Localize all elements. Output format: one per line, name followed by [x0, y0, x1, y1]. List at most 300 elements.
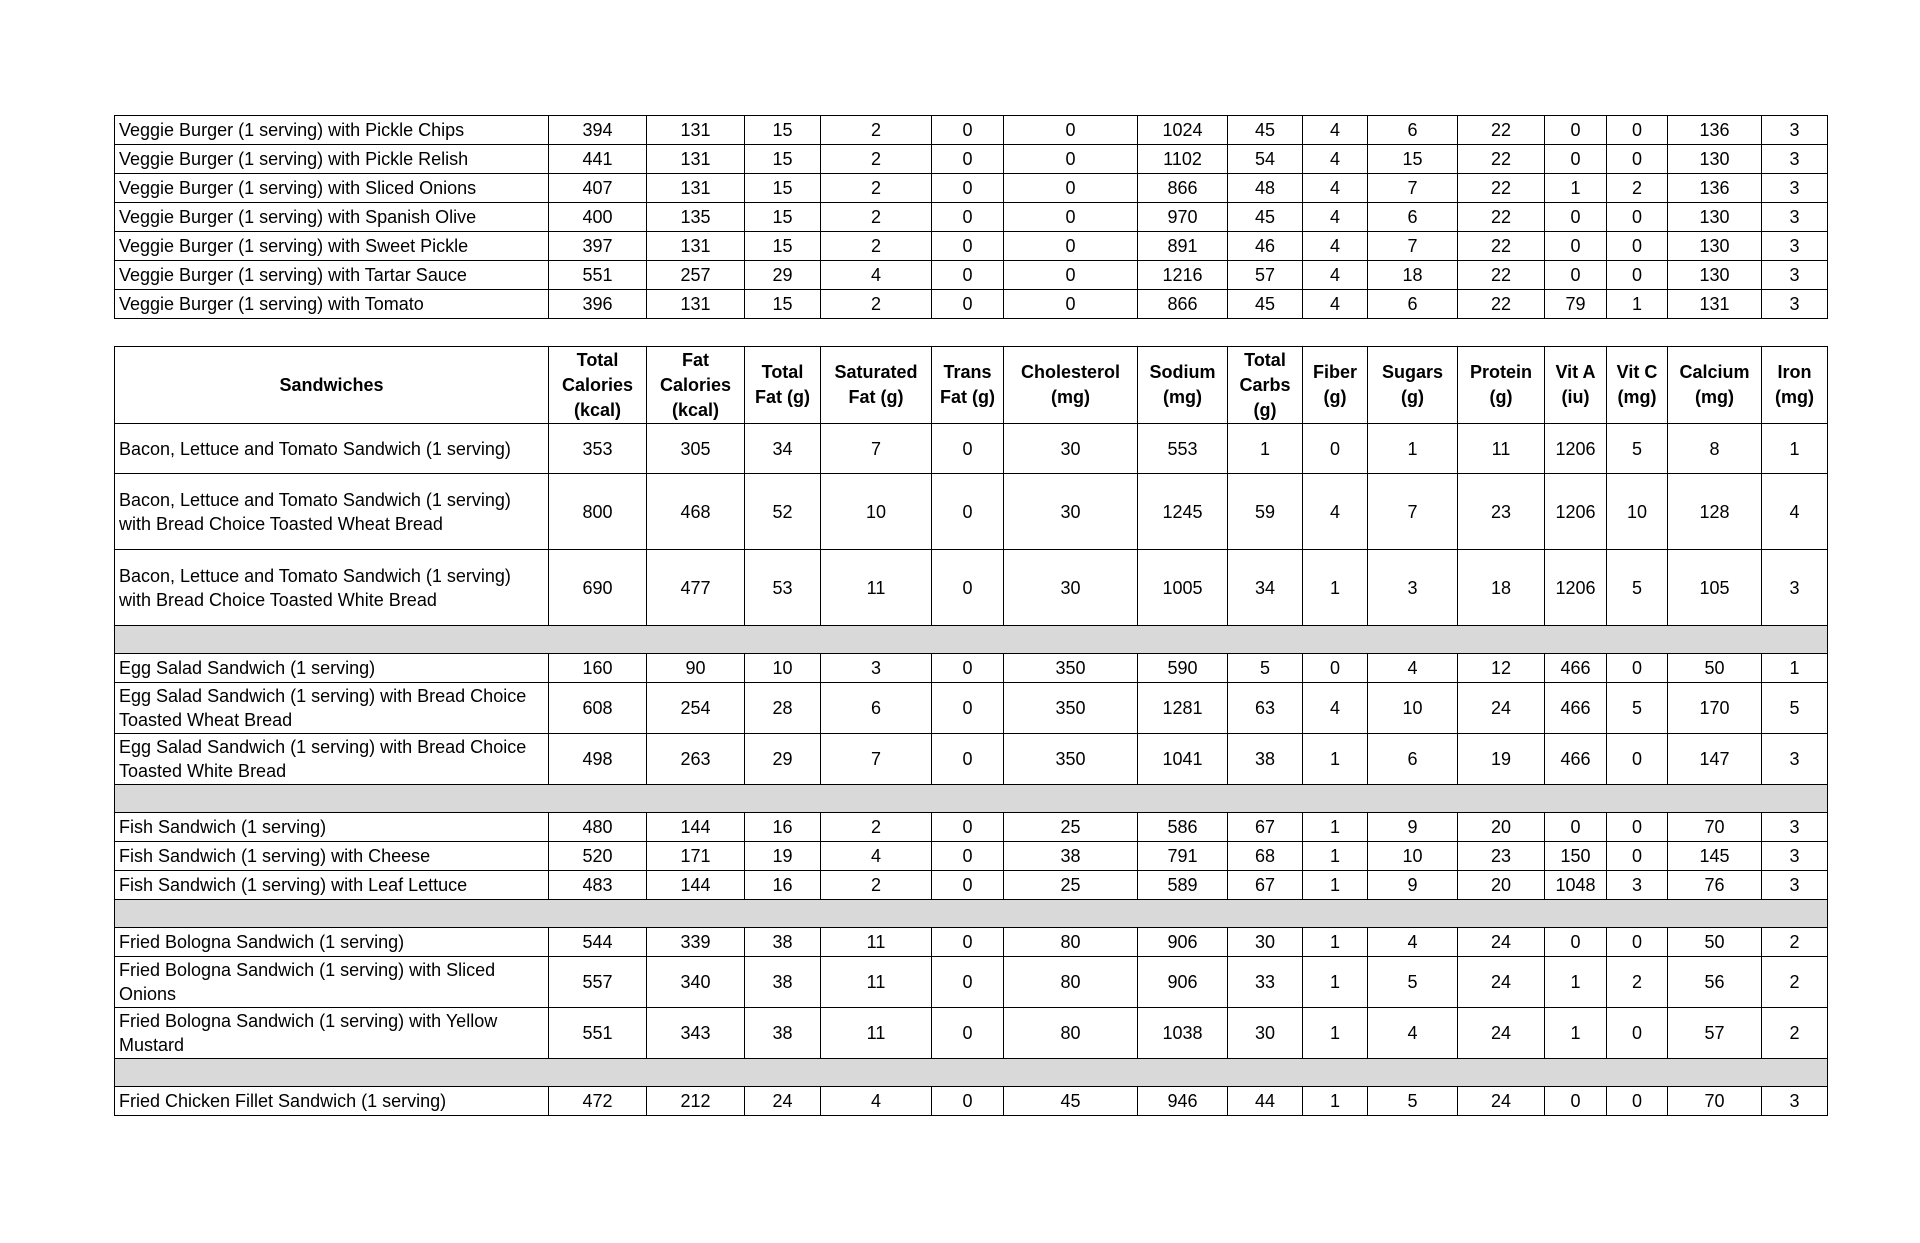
item-name-cell: Egg Salad Sandwich (1 serving)	[115, 654, 549, 683]
value-cell: 2	[1607, 174, 1668, 203]
value-cell: 1216	[1138, 261, 1228, 290]
value-cell: 10	[745, 654, 821, 683]
value-cell: 48	[1228, 174, 1303, 203]
value-cell: 3	[1762, 261, 1828, 290]
value-cell: 22	[1458, 174, 1545, 203]
value-cell: 0	[1545, 145, 1607, 174]
value-cell: 3	[1762, 232, 1828, 261]
value-cell: 22	[1458, 290, 1545, 319]
value-cell: 1038	[1138, 1008, 1228, 1059]
value-cell: 22	[1458, 203, 1545, 232]
value-cell: 466	[1545, 683, 1607, 734]
value-cell: 15	[745, 203, 821, 232]
value-cell: 906	[1138, 957, 1228, 1008]
value-cell: 906	[1138, 928, 1228, 957]
value-cell: 1102	[1138, 145, 1228, 174]
value-cell: 466	[1545, 734, 1607, 785]
value-cell: 29	[745, 734, 821, 785]
column-header: Protein (g)	[1458, 347, 1545, 424]
value-cell: 0	[932, 424, 1004, 474]
value-cell: 19	[1458, 734, 1545, 785]
value-cell: 6	[1368, 734, 1458, 785]
value-cell: 0	[1545, 813, 1607, 842]
value-cell: 1005	[1138, 550, 1228, 626]
value-cell: 0	[932, 290, 1004, 319]
value-cell: 4	[1303, 203, 1368, 232]
value-cell: 254	[647, 683, 745, 734]
column-header: Total Carbs (g)	[1228, 347, 1303, 424]
item-name-cell: Veggie Burger (1 serving) with Sliced Onions	[115, 174, 549, 203]
value-cell: 0	[932, 842, 1004, 871]
value-cell: 38	[1004, 842, 1138, 871]
value-cell: 4	[1303, 232, 1368, 261]
item-name-cell: Fried Chicken Fillet Sandwich (1 serving)	[115, 1087, 549, 1116]
value-cell: 59	[1228, 474, 1303, 550]
value-cell: 5	[1368, 957, 1458, 1008]
value-cell: 0	[1607, 1008, 1668, 1059]
value-cell: 791	[1138, 842, 1228, 871]
value-cell: 2	[821, 116, 932, 145]
value-cell: 1	[1303, 871, 1368, 900]
value-cell: 54	[1228, 145, 1303, 174]
value-cell: 171	[647, 842, 745, 871]
value-cell: 2	[1607, 957, 1668, 1008]
value-cell: 38	[745, 957, 821, 1008]
value-cell: 0	[932, 734, 1004, 785]
value-cell: 45	[1004, 1087, 1138, 1116]
item-name-cell: Egg Salad Sandwich (1 serving) with Bread Choice Toasted Wheat Bread	[115, 683, 549, 734]
value-cell: 353	[549, 424, 647, 474]
value-cell: 3	[1762, 734, 1828, 785]
value-cell: 4	[1303, 290, 1368, 319]
value-cell: 350	[1004, 734, 1138, 785]
value-cell: 1	[1607, 290, 1668, 319]
value-cell: 589	[1138, 871, 1228, 900]
group-separator-row	[115, 626, 1828, 654]
value-cell: 70	[1668, 1087, 1762, 1116]
value-cell: 4	[1303, 145, 1368, 174]
value-cell: 24	[1458, 1008, 1545, 1059]
value-cell: 56	[1668, 957, 1762, 1008]
value-cell: 25	[1004, 871, 1138, 900]
value-cell: 15	[745, 290, 821, 319]
value-cell: 28	[745, 683, 821, 734]
value-cell: 10	[821, 474, 932, 550]
value-cell: 394	[549, 116, 647, 145]
value-cell: 5	[1607, 550, 1668, 626]
value-cell: 30	[1004, 550, 1138, 626]
value-cell: 544	[549, 928, 647, 957]
value-cell: 25	[1004, 813, 1138, 842]
value-cell: 1	[1228, 424, 1303, 474]
value-cell: 15	[745, 232, 821, 261]
table-row	[115, 290, 1828, 319]
value-cell: 0	[932, 1087, 1004, 1116]
value-cell: 472	[549, 1087, 647, 1116]
value-cell: 0	[1004, 116, 1138, 145]
item-name-cell: Egg Salad Sandwich (1 serving) with Bread Choice Toasted White Bread	[115, 734, 549, 785]
value-cell: 4	[821, 261, 932, 290]
value-cell: 0	[1545, 116, 1607, 145]
value-cell: 144	[647, 871, 745, 900]
value-cell: 7	[1368, 232, 1458, 261]
item-name-cell: Veggie Burger (1 serving) with Spanish Olive	[115, 203, 549, 232]
table-row	[115, 232, 1828, 261]
value-cell: 22	[1458, 232, 1545, 261]
value-cell: 45	[1228, 203, 1303, 232]
value-cell: 553	[1138, 424, 1228, 474]
value-cell: 9	[1368, 813, 1458, 842]
column-header: Sodium (mg)	[1138, 347, 1228, 424]
column-header: Fiber (g)	[1303, 347, 1368, 424]
value-cell: 15	[745, 116, 821, 145]
value-cell: 0	[932, 116, 1004, 145]
value-cell: 3	[1762, 550, 1828, 626]
value-cell: 1	[1545, 957, 1607, 1008]
value-cell: 1	[1368, 424, 1458, 474]
value-cell: 1048	[1545, 871, 1607, 900]
value-cell: 11	[821, 928, 932, 957]
value-cell: 131	[647, 290, 745, 319]
value-cell: 5	[1607, 683, 1668, 734]
value-cell: 2	[821, 813, 932, 842]
value-cell: 24	[1458, 928, 1545, 957]
value-cell: 10	[1368, 683, 1458, 734]
value-cell: 11	[1458, 424, 1545, 474]
value-cell: 0	[1004, 203, 1138, 232]
column-header: Vit A (iu)	[1545, 347, 1607, 424]
value-cell: 147	[1668, 734, 1762, 785]
item-name-cell: Fish Sandwich (1 serving) with Leaf Lettuce	[115, 871, 549, 900]
value-cell: 105	[1668, 550, 1762, 626]
value-cell: 0	[1004, 261, 1138, 290]
value-cell: 128	[1668, 474, 1762, 550]
value-cell: 30	[1004, 424, 1138, 474]
table-row	[115, 474, 1828, 550]
value-cell: 7	[821, 424, 932, 474]
value-cell: 0	[1607, 203, 1668, 232]
value-cell: 690	[549, 550, 647, 626]
value-cell: 3	[1762, 174, 1828, 203]
table-row	[115, 1008, 1828, 1059]
table-row	[115, 174, 1828, 203]
value-cell: 586	[1138, 813, 1228, 842]
item-name-cell: Bacon, Lettuce and Tomato Sandwich (1 serving) with Bread Choice Toasted Wheat Bread	[115, 474, 549, 550]
sandwiches-table	[114, 346, 1828, 1116]
value-cell: 1	[1303, 957, 1368, 1008]
value-cell: 0	[1607, 261, 1668, 290]
value-cell: 305	[647, 424, 745, 474]
veggie-burger-table	[114, 115, 1828, 319]
table-row	[115, 842, 1828, 871]
value-cell: 30	[1004, 474, 1138, 550]
value-cell: 263	[647, 734, 745, 785]
value-cell: 50	[1668, 928, 1762, 957]
value-cell: 498	[549, 734, 647, 785]
value-cell: 23	[1458, 474, 1545, 550]
value-cell: 0	[932, 474, 1004, 550]
value-cell: 1	[1303, 734, 1368, 785]
value-cell: 18	[1368, 261, 1458, 290]
value-cell: 1	[1545, 174, 1607, 203]
table-row	[115, 871, 1828, 900]
table-row	[115, 203, 1828, 232]
column-header: Total Calories (kcal)	[549, 347, 647, 424]
value-cell: 130	[1668, 145, 1762, 174]
column-header: Iron (mg)	[1762, 347, 1828, 424]
column-header: Total Fat (g)	[745, 347, 821, 424]
value-cell: 0	[932, 550, 1004, 626]
value-cell: 3	[1762, 842, 1828, 871]
column-header: Cholesterol (mg)	[1004, 347, 1138, 424]
item-name-cell: Veggie Burger (1 serving) with Sweet Pickle	[115, 232, 549, 261]
value-cell: 5	[1607, 424, 1668, 474]
value-cell: 68	[1228, 842, 1303, 871]
column-header: Sugars (g)	[1368, 347, 1458, 424]
value-cell: 53	[745, 550, 821, 626]
value-cell: 6	[1368, 290, 1458, 319]
value-cell: 2	[821, 203, 932, 232]
value-cell: 480	[549, 813, 647, 842]
value-cell: 136	[1668, 116, 1762, 145]
value-cell: 590	[1138, 654, 1228, 683]
value-cell: 131	[647, 145, 745, 174]
value-cell: 11	[821, 1008, 932, 1059]
value-cell: 12	[1458, 654, 1545, 683]
value-cell: 0	[1607, 145, 1668, 174]
item-name-cell: Fried Bologna Sandwich (1 serving) with Sliced Onions	[115, 957, 549, 1008]
value-cell: 1206	[1545, 474, 1607, 550]
value-cell: 0	[932, 174, 1004, 203]
value-cell: 1245	[1138, 474, 1228, 550]
value-cell: 520	[549, 842, 647, 871]
value-cell: 144	[647, 813, 745, 842]
value-cell: 0	[932, 203, 1004, 232]
value-cell: 340	[647, 957, 745, 1008]
value-cell: 4	[1303, 116, 1368, 145]
table-row	[115, 683, 1828, 734]
value-cell: 136	[1668, 174, 1762, 203]
column-header: Fat Calories (kcal)	[647, 347, 745, 424]
group-separator-row	[115, 785, 1828, 813]
value-cell: 11	[821, 957, 932, 1008]
value-cell: 9	[1368, 871, 1458, 900]
value-cell: 34	[1228, 550, 1303, 626]
item-name-cell: Veggie Burger (1 serving) with Pickle Relish	[115, 145, 549, 174]
value-cell: 4	[1303, 261, 1368, 290]
item-name-cell: Veggie Burger (1 serving) with Tomato	[115, 290, 549, 319]
column-header: Saturated Fat (g)	[821, 347, 932, 424]
value-cell: 468	[647, 474, 745, 550]
value-cell: 15	[745, 174, 821, 203]
column-header: Vit C (mg)	[1607, 347, 1668, 424]
value-cell: 63	[1228, 683, 1303, 734]
value-cell: 4	[1303, 474, 1368, 550]
value-cell: 0	[932, 261, 1004, 290]
value-cell: 1206	[1545, 550, 1607, 626]
value-cell: 3	[1762, 813, 1828, 842]
value-cell: 866	[1138, 174, 1228, 203]
value-cell: 29	[745, 261, 821, 290]
value-cell: 20	[1458, 813, 1545, 842]
value-cell: 477	[647, 550, 745, 626]
value-cell: 0	[1545, 1087, 1607, 1116]
item-name-cell: Veggie Burger (1 serving) with Pickle Chips	[115, 116, 549, 145]
item-name-cell: Fish Sandwich (1 serving) with Cheese	[115, 842, 549, 871]
value-cell: 0	[1545, 261, 1607, 290]
value-cell: 0	[932, 232, 1004, 261]
group-separator-cell	[115, 900, 1828, 928]
value-cell: 7	[821, 734, 932, 785]
value-cell: 24	[1458, 1087, 1545, 1116]
value-cell: 0	[1607, 928, 1668, 957]
value-cell: 3	[1762, 203, 1828, 232]
value-cell: 1041	[1138, 734, 1228, 785]
value-cell: 2	[821, 871, 932, 900]
value-cell: 0	[1607, 654, 1668, 683]
value-cell: 891	[1138, 232, 1228, 261]
value-cell: 4	[1368, 1008, 1458, 1059]
value-cell: 3	[1762, 145, 1828, 174]
value-cell: 44	[1228, 1087, 1303, 1116]
table-row	[115, 550, 1828, 626]
value-cell: 396	[549, 290, 647, 319]
value-cell: 131	[647, 174, 745, 203]
value-cell: 6	[1368, 116, 1458, 145]
value-cell: 441	[549, 145, 647, 174]
value-cell: 135	[647, 203, 745, 232]
value-cell: 3	[1607, 871, 1668, 900]
value-cell: 4	[1368, 654, 1458, 683]
value-cell: 1281	[1138, 683, 1228, 734]
value-cell: 22	[1458, 145, 1545, 174]
value-cell: 57	[1228, 261, 1303, 290]
value-cell: 16	[745, 871, 821, 900]
value-cell: 15	[745, 145, 821, 174]
value-cell: 30	[1228, 928, 1303, 957]
value-cell: 257	[647, 261, 745, 290]
value-cell: 6	[821, 683, 932, 734]
value-cell: 3	[1762, 1087, 1828, 1116]
value-cell: 0	[932, 1008, 1004, 1059]
value-cell: 407	[549, 174, 647, 203]
value-cell: 3	[1368, 550, 1458, 626]
value-cell: 0	[932, 871, 1004, 900]
value-cell: 5	[1228, 654, 1303, 683]
value-cell: 0	[932, 145, 1004, 174]
value-cell: 800	[549, 474, 647, 550]
value-cell: 4	[1303, 683, 1368, 734]
value-cell: 4	[1303, 174, 1368, 203]
value-cell: 15	[1368, 145, 1458, 174]
value-cell: 0	[1545, 232, 1607, 261]
value-cell: 45	[1228, 116, 1303, 145]
item-name-cell: Fried Bologna Sandwich (1 serving) with Yellow Mustard	[115, 1008, 549, 1059]
value-cell: 8	[1668, 424, 1762, 474]
value-cell: 339	[647, 928, 745, 957]
value-cell: 5	[1368, 1087, 1458, 1116]
value-cell: 4	[821, 842, 932, 871]
value-cell: 76	[1668, 871, 1762, 900]
value-cell: 551	[549, 1008, 647, 1059]
value-cell: 79	[1545, 290, 1607, 319]
value-cell: 2	[821, 145, 932, 174]
value-cell: 2	[821, 174, 932, 203]
value-cell: 2	[1762, 928, 1828, 957]
value-cell: 1	[1762, 654, 1828, 683]
value-cell: 0	[1607, 1087, 1668, 1116]
value-cell: 0	[1607, 116, 1668, 145]
value-cell: 0	[1607, 232, 1668, 261]
value-cell: 46	[1228, 232, 1303, 261]
column-header: Sandwiches	[115, 347, 549, 424]
value-cell: 131	[647, 232, 745, 261]
value-cell: 10	[1607, 474, 1668, 550]
value-cell: 30	[1228, 1008, 1303, 1059]
sandwiches-table-body	[115, 424, 1828, 1116]
value-cell: 1	[1303, 842, 1368, 871]
value-cell: 5	[1762, 683, 1828, 734]
value-cell: 0	[932, 683, 1004, 734]
value-cell: 2	[1762, 1008, 1828, 1059]
value-cell: 80	[1004, 928, 1138, 957]
table-row	[115, 654, 1828, 683]
item-name-cell: Veggie Burger (1 serving) with Tartar Sauce	[115, 261, 549, 290]
value-cell: 2	[821, 290, 932, 319]
value-cell: 0	[932, 928, 1004, 957]
value-cell: 343	[647, 1008, 745, 1059]
value-cell: 4	[1762, 474, 1828, 550]
table-row	[115, 928, 1828, 957]
value-cell: 131	[1668, 290, 1762, 319]
value-cell: 67	[1228, 813, 1303, 842]
table-row	[115, 261, 1828, 290]
item-name-cell: Bacon, Lettuce and Tomato Sandwich (1 serving) with Bread Choice Toasted White Bread	[115, 550, 549, 626]
veggie-burger-table-body	[115, 116, 1828, 319]
value-cell: 131	[647, 116, 745, 145]
value-cell: 0	[1545, 203, 1607, 232]
table-row	[115, 116, 1828, 145]
value-cell: 0	[1303, 424, 1368, 474]
table-row	[115, 734, 1828, 785]
value-cell: 946	[1138, 1087, 1228, 1116]
value-cell: 397	[549, 232, 647, 261]
value-cell: 170	[1668, 683, 1762, 734]
value-cell: 3	[1762, 290, 1828, 319]
value-cell: 1	[1303, 1008, 1368, 1059]
value-cell: 33	[1228, 957, 1303, 1008]
value-cell: 4	[1368, 928, 1458, 957]
value-cell: 1	[1303, 550, 1368, 626]
value-cell: 24	[1458, 683, 1545, 734]
value-cell: 0	[1607, 734, 1668, 785]
group-separator-row	[115, 900, 1828, 928]
value-cell: 350	[1004, 683, 1138, 734]
group-separator-cell	[115, 1059, 1828, 1087]
value-cell: 160	[549, 654, 647, 683]
item-name-cell: Fried Bologna Sandwich (1 serving)	[115, 928, 549, 957]
value-cell: 7	[1368, 174, 1458, 203]
item-name-cell: Fish Sandwich (1 serving)	[115, 813, 549, 842]
value-cell: 0	[1607, 842, 1668, 871]
value-cell: 0	[1004, 232, 1138, 261]
value-cell: 24	[745, 1087, 821, 1116]
value-cell: 2	[821, 232, 932, 261]
value-cell: 1	[1303, 928, 1368, 957]
group-separator-cell	[115, 626, 1828, 654]
value-cell: 608	[549, 683, 647, 734]
value-cell: 22	[1458, 261, 1545, 290]
